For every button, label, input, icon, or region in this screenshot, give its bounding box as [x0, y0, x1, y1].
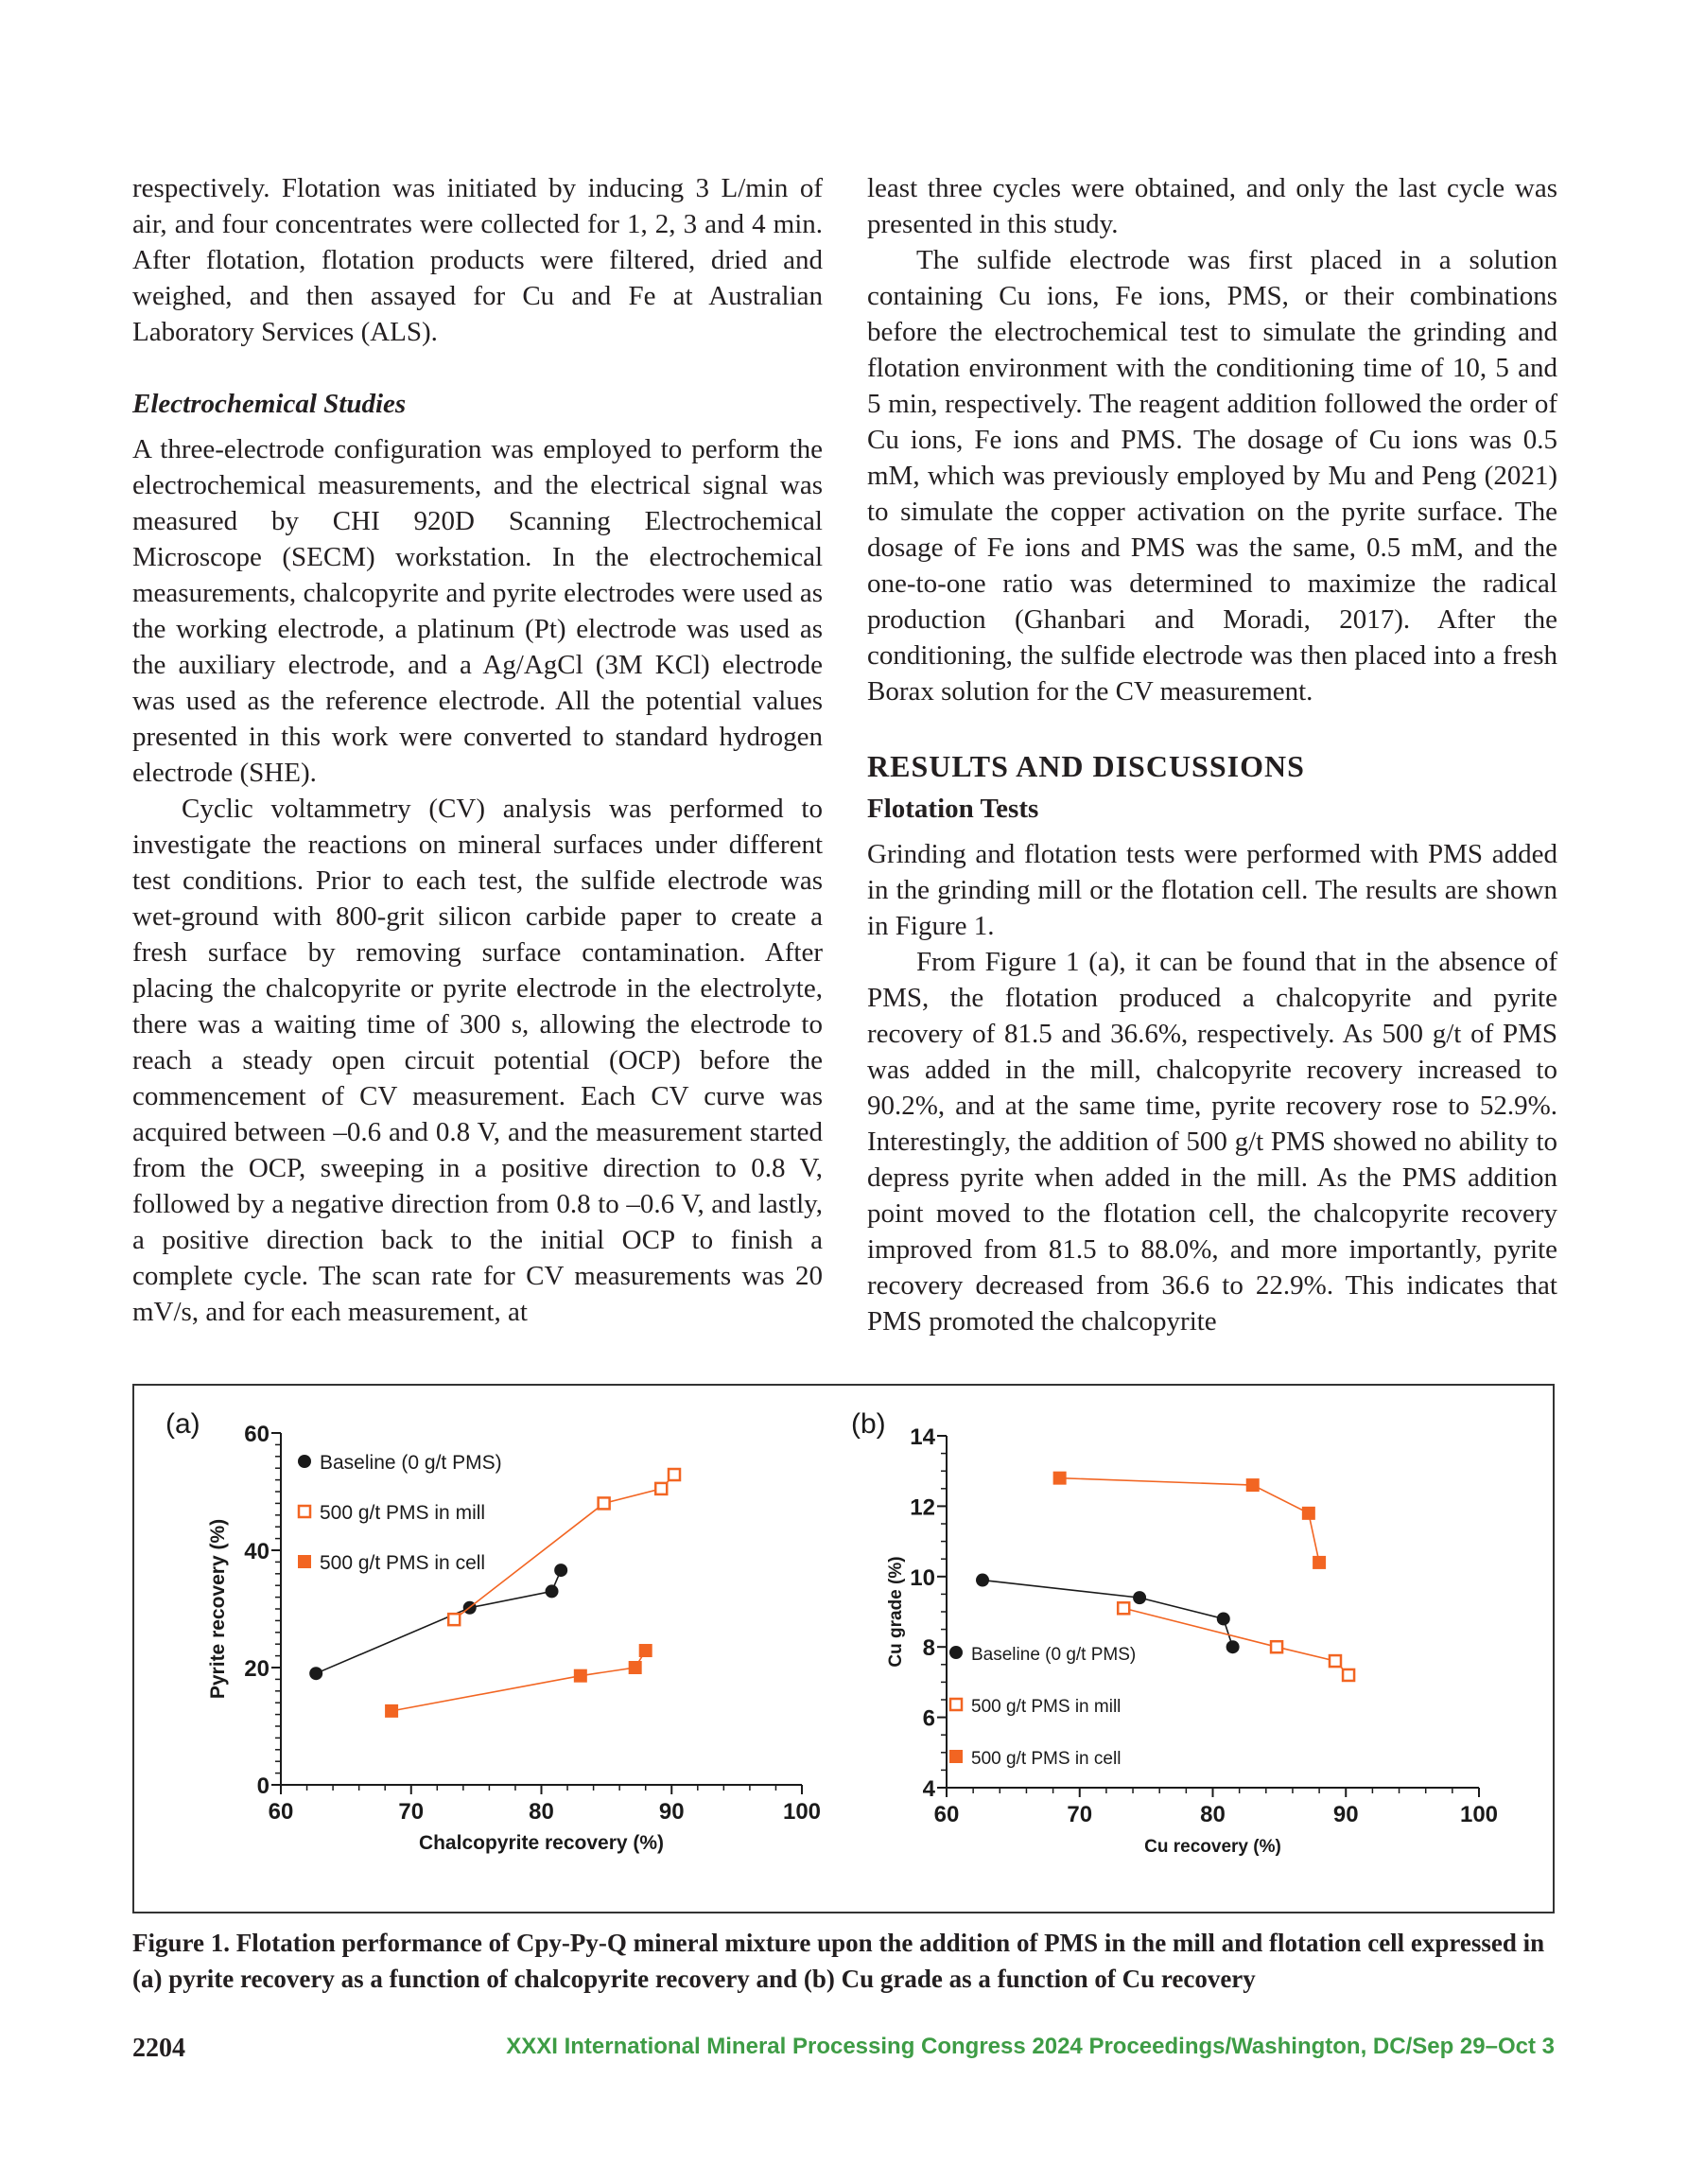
y-tick-label: 20 [244, 1656, 270, 1682]
chart-b [844, 1386, 1543, 1912]
data-point [629, 1661, 642, 1674]
y-tick-label: 14 [910, 1424, 935, 1450]
data-point [639, 1644, 652, 1657]
right-para-1: least three cycles were obtained, and only the last cycle was presented in this study. [867, 173, 1557, 239]
x-tick-label: 70 [1067, 1802, 1093, 1827]
left-para-3: Cyclic voltammetry (CV) analysis was performed to investigate the reactions on mineral surfaces under different test conditions. Prior to each test, the sulfide electrode was wet-ground with 800-grit silicon carbide paper to create a fresh surface by removing surface contamination. After placing the chalcopyrite or pyrite electrode in the electrolyte, there was a waiting time of 300 s, allowing the electrode to reach a steady open circuit potential (OCP) before the commencement of CV measurement. Each CV curve was acquired between –0.6 and 0.8 V, and the measurement started from the OCP, sweeping in a positive direction to 0.8 V, followed by a negative direction from 0.8 to –0.6 V, and lastly, a positive direction back to the initial OCP to finish a complete cycle. The scan rate for CV measurements was 20 mV/s, and for each measurement, at [132, 794, 823, 1327]
left-para-2: A three-electrode configuration was employed to perform the electrochemical measurements, and the electrical signal was measured by CHI 920D Scanning Electrochemical Microscope (SECM) workstation. In the electrochemical measurements, chalcopyrite and pyrite electrodes were used as the working electrode, a platinum (Pt) electrode was used as the auxiliary electrode, and a Ag/AgCl (3M KCl) electrode was used as the reference electrode. All the potential values presented in this work were converted to standard hydrogen electrode (SHE). [132, 434, 823, 788]
legend-marker [298, 1455, 311, 1468]
x-tick-label: 90 [1332, 1802, 1359, 1827]
y-axis-label: Pyrite recovery (%) [207, 1518, 229, 1700]
legend-marker [950, 1699, 962, 1710]
data-point [1133, 1591, 1146, 1604]
y-tick-label: 60 [244, 1422, 270, 1447]
left-para-1: respectively. Flotation was initiated by inducing 3 L/min of air, and four concentrates were collected for 1, 2, 3 and 4 min. After flotation, flotation products were filtered, dried and weighed, and then assayed for Cu and Fe at Australian Laboratory Services (ALS). [132, 173, 823, 347]
x-tick-label: 60 [268, 1799, 294, 1825]
x-axis-label: Chalcopyrite recovery (%) [418, 1832, 665, 1854]
data-point [655, 1483, 667, 1494]
legend-label: 500 g/t PMS in cell [971, 1749, 1122, 1769]
figure-caption: Figure 1. Flotation performance of Cpy-Py-Q mineral mixture upon the addition of PMS in the mill and flotation cell expressed in (a) pyrite recovery as a function of chalcopyrite recovery and (b) Cu grade as a function of Cu recovery [132, 1929, 1545, 1993]
panel-label: (b) [851, 1408, 886, 1440]
data-point [1271, 1641, 1282, 1652]
series-line-2 [454, 1475, 674, 1619]
right-para-2: The sulfide electrode was first placed in a solution containing Cu ions, Fe ions, PMS, or their combinations before the electrochemical test to simulate the grinding and flotation environment with the conditioning time of 10, 5 and 5 min, respectively. The reagent addition followed the order of Cu ions, Fe ions and PMS. The dosage of Cu ions was 0.5 mM, which was previously employed by Mu and Peng (2021) to simulate the copper activation on the pyrite surface. The dosage of Fe ions and PMS was the same, 0.5 mM, and the one-to-one ratio was determined to maximize the radical production (Ghanbari and Moradi, 2017). After the conditioning, the sulfide electrode was then placed into a fresh Borax solution for the CV measurement. [867, 245, 1557, 707]
legend-label: Baseline (0 g/t PMS) [971, 1645, 1137, 1665]
data-point [448, 1614, 460, 1625]
panel-label: (a) [165, 1408, 200, 1440]
y-axis-label: Cu grade (%) [886, 1556, 906, 1668]
data-point [669, 1469, 680, 1480]
data-point [1302, 1507, 1315, 1520]
figure-frame [132, 1384, 1555, 1913]
legend-marker [949, 1646, 963, 1659]
data-point [574, 1669, 587, 1683]
x-tick-label: 90 [658, 1799, 685, 1825]
x-axis-label: Cu recovery (%) [1144, 1837, 1281, 1857]
y-tick-label: 4 [922, 1776, 935, 1802]
data-point [1343, 1669, 1354, 1681]
y-tick-label: 12 [910, 1494, 935, 1521]
data-point [554, 1564, 567, 1577]
y-tick-label: 8 [922, 1635, 935, 1662]
data-point [976, 1574, 989, 1587]
legend-marker [298, 1555, 311, 1568]
right-column [867, 170, 1557, 1339]
series-line-1 [316, 1570, 561, 1673]
series-line-3 [391, 1651, 646, 1711]
page-number: 2204 [132, 2034, 185, 2063]
flotation-tests-heading: Flotation Tests [867, 794, 1039, 824]
y-tick-label: 40 [244, 1539, 270, 1564]
data-point [1118, 1602, 1129, 1614]
legend-label: 500 g/t PMS in cell [320, 1552, 486, 1574]
x-tick-label: 80 [1200, 1802, 1226, 1827]
conference-footer: XXXI International Mineral Processing Congress 2024 Proceedings/Washington, DC/Sep 29–Oct 3 [506, 2034, 1555, 2059]
results-heading: RESULTS AND DISCUSSIONS [867, 749, 1305, 783]
x-tick-label: 70 [398, 1799, 425, 1825]
data-point [599, 1497, 610, 1509]
data-point [1226, 1640, 1240, 1653]
data-point [1330, 1655, 1341, 1667]
legend-label: 500 g/t PMS in mill [320, 1502, 486, 1524]
data-point [385, 1704, 398, 1718]
legend-label: Baseline (0 g/t PMS) [320, 1452, 502, 1474]
y-tick-label: 6 [922, 1705, 935, 1732]
x-tick-label: 60 [933, 1802, 960, 1827]
section-heading-electrochemical: Electrochemical Studies [132, 389, 407, 419]
series-line-3 [1060, 1478, 1319, 1563]
x-tick-label: 100 [782, 1799, 822, 1825]
data-point [1313, 1556, 1326, 1569]
data-point [1053, 1472, 1067, 1485]
legend-marker [299, 1506, 310, 1517]
y-tick-label: 10 [910, 1564, 935, 1591]
data-point [546, 1584, 559, 1598]
left-column [132, 170, 823, 1330]
right-para-3: Grinding and flotation tests were performed with PMS added in the grinding mill or the flotation cell. The results are shown in Figure 1. [867, 839, 1557, 941]
data-point [309, 1667, 322, 1680]
x-tick-label: 100 [1459, 1802, 1499, 1827]
legend-label: 500 g/t PMS in mill [971, 1697, 1122, 1717]
legend-marker [949, 1750, 963, 1763]
data-point [1217, 1612, 1230, 1625]
right-para-4: From Figure 1 (a), it can be found that in the absence of PMS, the flotation produced a chalcopyrite and pyrite recovery of 81.5 and 36.6%, respectively. As 500 g/t of PMS was added in the mill, chalcopyrite recovery increased to 90.2%, and at the same time, pyrite recovery rose to 52.9%. Interestingly, the addition of 500 g/t PMS showed no ability to depress pyrite when added in the mill. As the PMS addition point moved to the flotation cell, the chalcopyrite recovery improved from 81.5 to 88.0%, and more importantly, pyrite recovery decreased from 36.6 to 22.9%. This indicates that PMS promoted the chalcopyrite [867, 947, 1557, 1337]
x-tick-label: 80 [529, 1799, 554, 1825]
y-tick-label: 0 [256, 1773, 270, 1799]
data-point [1246, 1478, 1260, 1492]
series-line-1 [983, 1581, 1233, 1648]
chart-a [134, 1386, 834, 1912]
